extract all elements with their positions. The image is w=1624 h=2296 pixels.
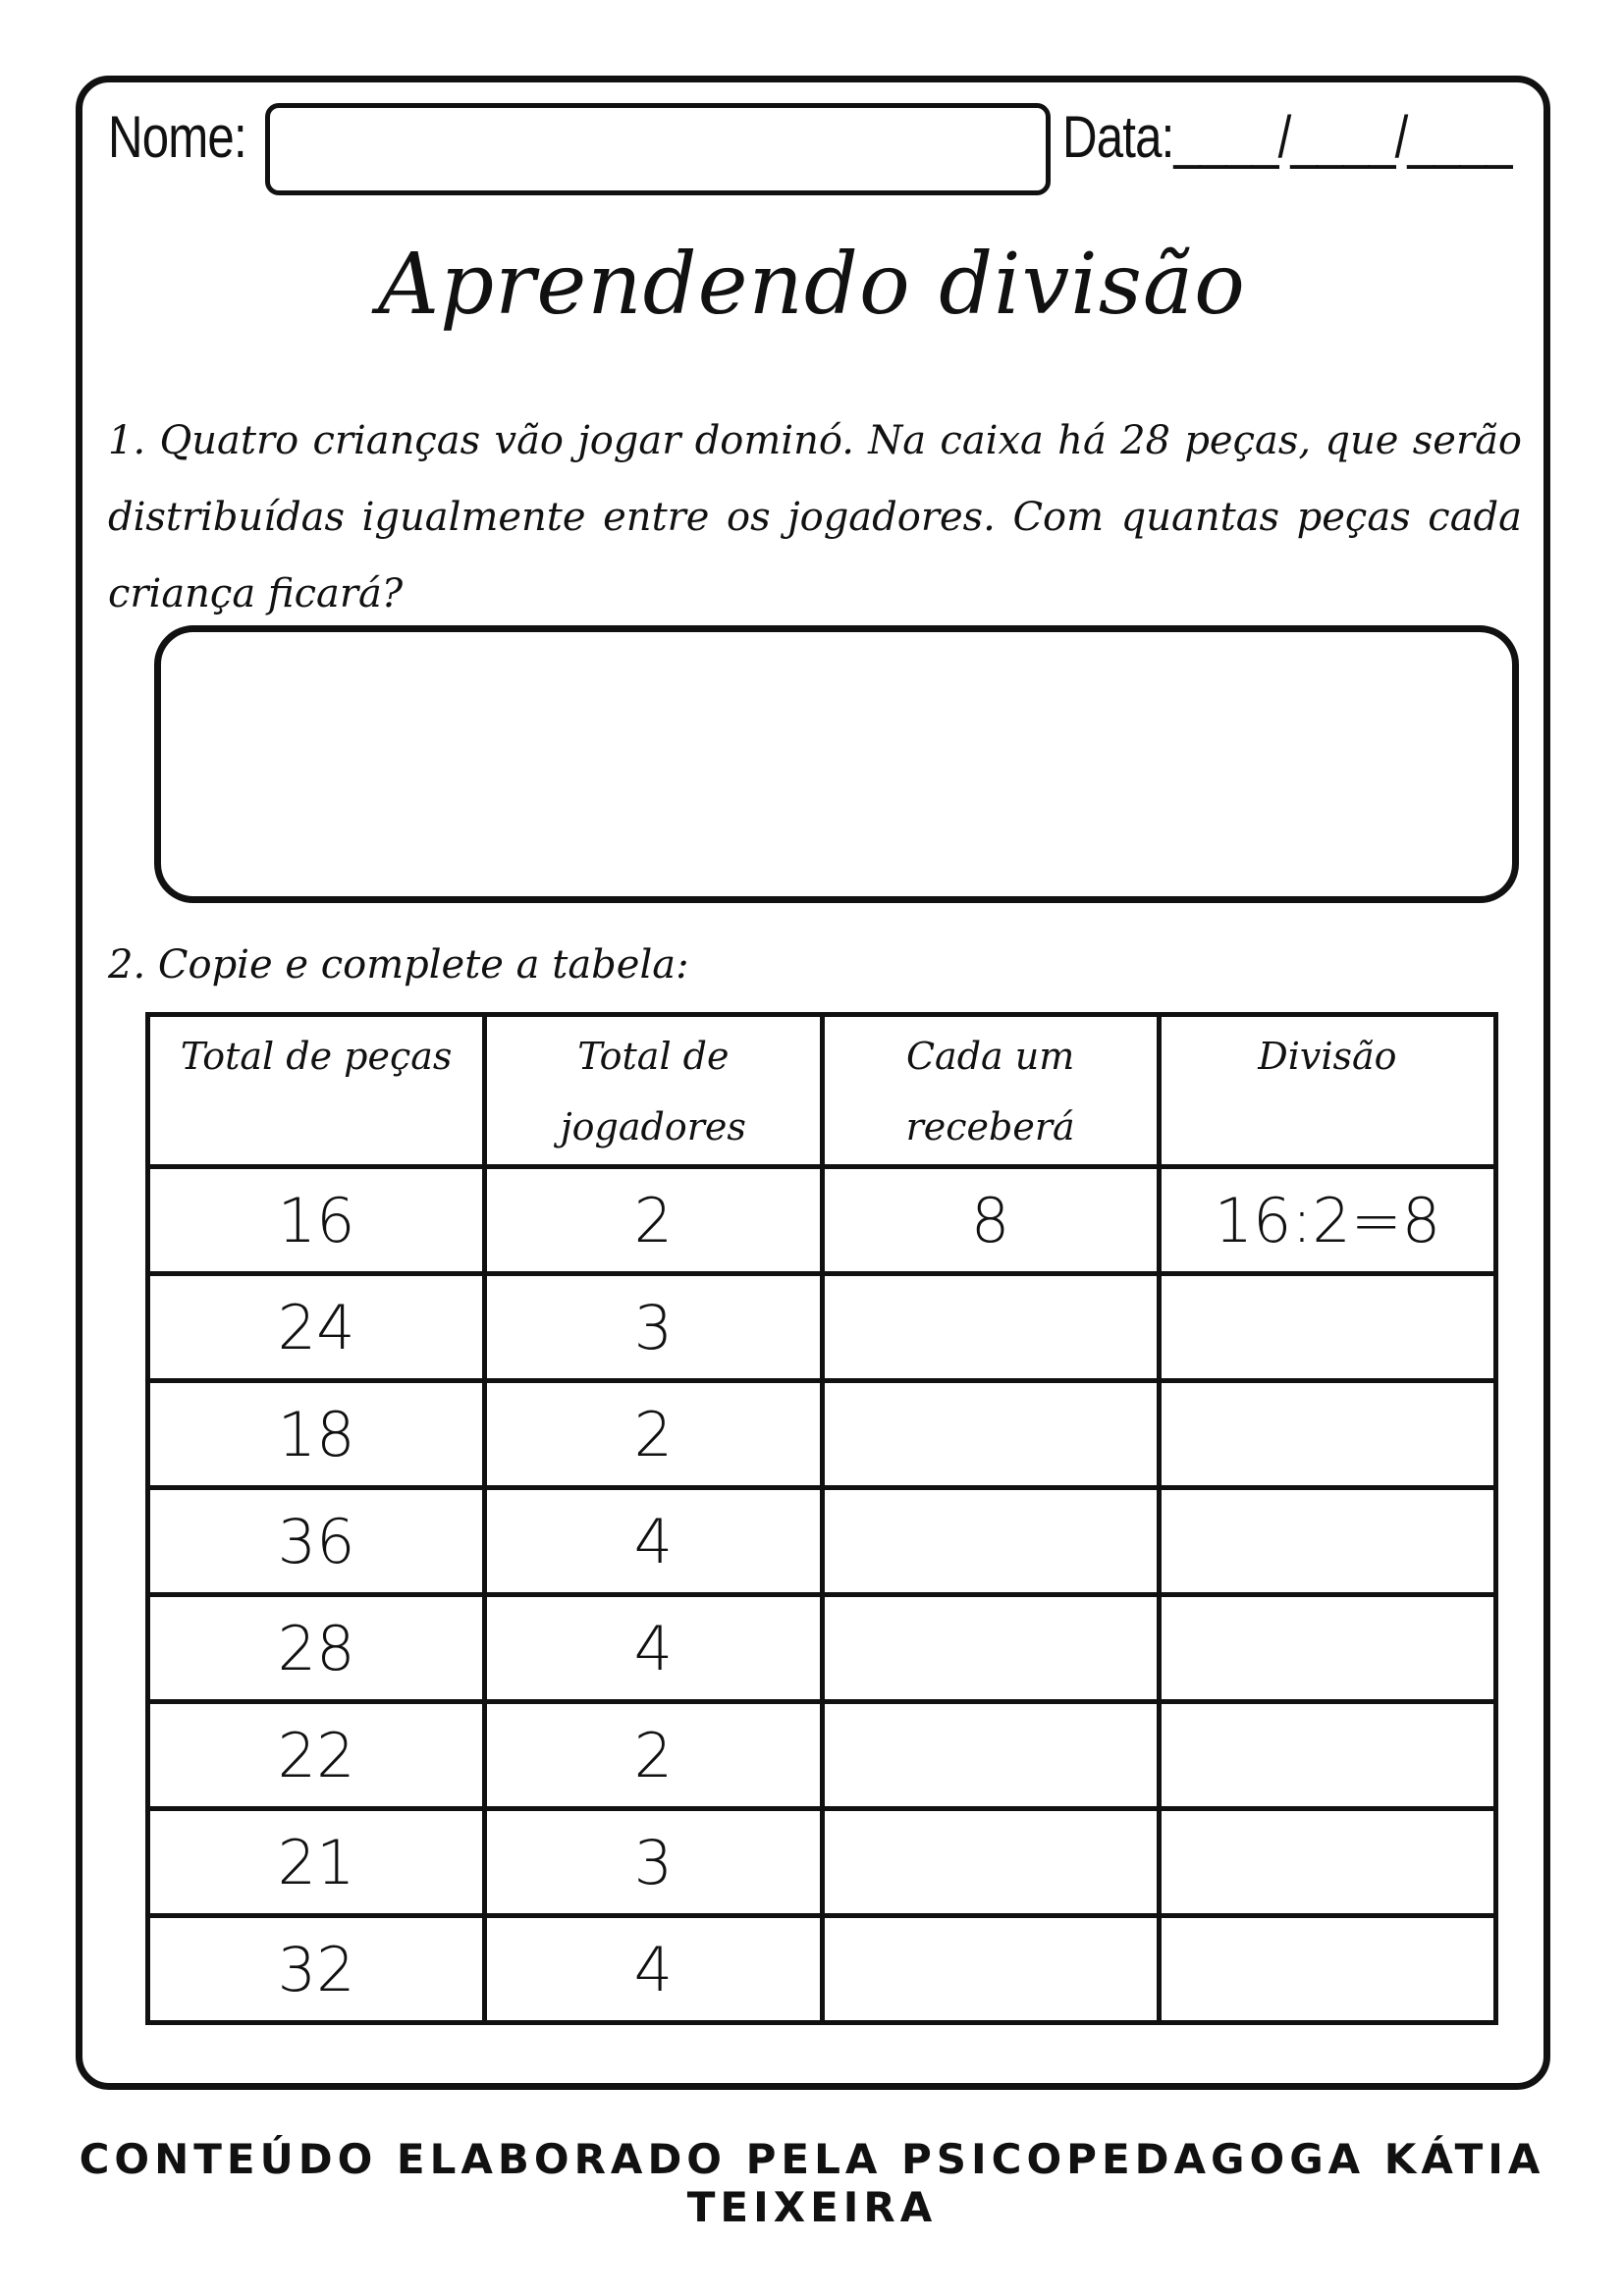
question-2-text: 2. Copie e complete a tabela: [108, 942, 689, 988]
cell-divisao[interactable] [1159, 1595, 1495, 1702]
cell-divisao[interactable] [1159, 1274, 1495, 1381]
cell-divisao[interactable]: 16:2=8 [1159, 1167, 1495, 1274]
cell-total-jogadores: 3 [485, 1274, 822, 1381]
cell-divisao[interactable] [1159, 1381, 1495, 1488]
table-row [148, 1488, 1496, 1595]
table-row [148, 1167, 1496, 1274]
cell-total-jogadores: 4 [485, 1916, 822, 2023]
cell-cada-um-recebera[interactable] [822, 1274, 1159, 1381]
cell-total-jogadores: 2 [485, 1167, 822, 1274]
table-header-row [148, 1015, 1496, 1167]
cell-total-pecas: 36 [148, 1488, 485, 1595]
cell-divisao[interactable] [1159, 1809, 1495, 1916]
header-total-jogadores: Total de jogadores [485, 1015, 822, 1167]
cell-total-jogadores: 4 [485, 1488, 822, 1595]
cell-cada-um-recebera[interactable] [822, 1381, 1159, 1488]
question-1-answer-box[interactable] [154, 625, 1519, 903]
cell-cada-um-recebera[interactable] [822, 1488, 1159, 1595]
cell-total-jogadores: 2 [485, 1381, 822, 1488]
name-field[interactable] [265, 103, 1051, 195]
cell-total-pecas: 24 [148, 1274, 485, 1381]
page-title: Aprendendo divisão [378, 236, 1246, 334]
table-row [148, 1809, 1496, 1916]
cell-total-pecas: 32 [148, 1916, 485, 2023]
cell-divisao[interactable] [1159, 1916, 1495, 2023]
cell-total-pecas: 16 [148, 1167, 485, 1274]
table-row [148, 1702, 1496, 1809]
cell-cada-um-recebera[interactable]: 8 [822, 1167, 1159, 1274]
cell-total-jogadores: 4 [485, 1595, 822, 1702]
cell-cada-um-recebera[interactable] [822, 1595, 1159, 1702]
header-total-pecas: Total de peças [148, 1015, 485, 1167]
header-cada-um-recebera: Cada um receberá [822, 1015, 1159, 1167]
footer-credit: CONTEÚDO ELABORADO PELA PSICOPEDAGOGA KÁTIA TEIXEIRA [79, 2135, 1545, 2231]
cell-divisao[interactable] [1159, 1488, 1495, 1595]
table-row [148, 1381, 1496, 1488]
table-row [148, 1916, 1496, 2023]
cell-total-jogadores: 3 [485, 1809, 822, 1916]
cell-cada-um-recebera[interactable] [822, 1702, 1159, 1809]
cell-cada-um-recebera[interactable] [822, 1809, 1159, 1916]
header-divisao: Divisão [1159, 1015, 1495, 1167]
question-1-text: 1. Quatro crianças vão jogar dominó. Na caixa há 28 peças, que serão distribuídas igualmente entre os jogadores. Com quantas peças cada criança ficará? [108, 418, 1522, 616]
name-label: Nome: [108, 104, 246, 170]
cell-total-pecas: 18 [148, 1381, 485, 1488]
cell-total-pecas: 21 [148, 1809, 485, 1916]
cell-total-pecas: 28 [148, 1595, 485, 1702]
table-row [148, 1595, 1496, 1702]
cell-total-pecas: 22 [148, 1702, 485, 1809]
division-table [145, 1012, 1498, 2025]
cell-total-jogadores: 2 [485, 1702, 822, 1809]
cell-divisao[interactable] [1159, 1702, 1495, 1809]
table-row [148, 1274, 1496, 1381]
date-field[interactable]: Data:____/____/____ [1062, 104, 1512, 170]
cell-cada-um-recebera[interactable] [822, 1916, 1159, 2023]
